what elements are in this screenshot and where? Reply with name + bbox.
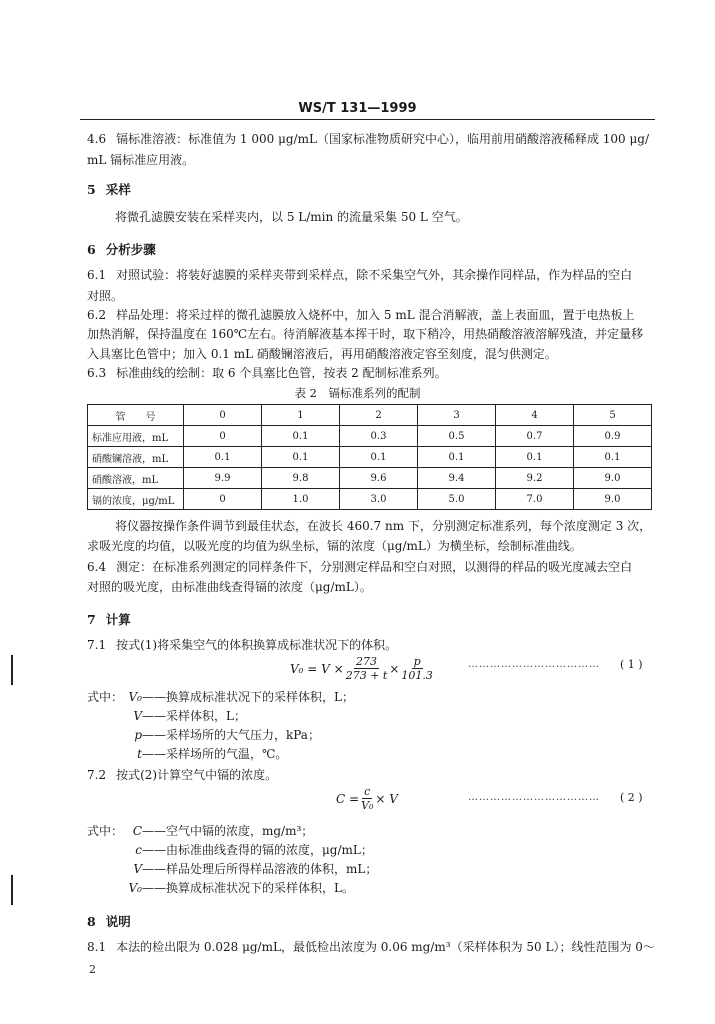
where-description: ——换算成标准状况下的采样体积，L。 [142,881,354,895]
where-description: ——采样场所的大气压力，kPa； [142,728,320,742]
formula-2-number: ( 2 ) [620,791,643,804]
table-cell: 0.1 [262,426,340,447]
where-symbol: p [134,728,142,742]
table-row [88,447,652,468]
para-6-2-line2: 加热消解，保持温度在 160℃左右。待消解液基本挥干时，取下稍冷，用热硝酸溶液溶解残渣，并定量移 [87,327,644,341]
para-6-4-line1: 6.4 测定：在标准系列测定的同样条件下，分别测定样品和空白对照，以测得的样品的吸光度减去空白 [87,560,633,574]
page-header [0,97,715,116]
table-row-label: 硝酸镧溶液，mL [88,447,184,468]
table-cell: 0 [184,426,262,447]
where-description: ——空气中镉的浓度，mg/m³； [142,824,314,838]
formula-1: V₀ = V × $\frac{273}{273 + t}$ × $\frac{p}{101.3}$ [290,655,433,682]
scan-edge-mark [11,655,13,685]
para-4-6-line2: mL 镉标准应用液。 [87,153,195,167]
section-6-heading: 6 分析步骤 [87,242,156,257]
formula-1-fraction-2: $\frac{p}{101.3}$ [401,655,433,682]
section-7-heading: 7 计算 [87,612,131,627]
table-2 [87,404,652,510]
table-row-label: 管 号 [88,405,184,426]
where-item [118,746,354,765]
where-item [118,861,377,880]
para-6-1-line2: 对照。 [87,289,124,303]
table-cell: 0.1 [496,447,574,468]
header-title: WS/T 131—1999 [298,101,417,116]
section-5-heading: 5 采样 [87,182,131,197]
table-cell: 0 [184,489,262,510]
where-1-lead: 式中： [87,690,124,704]
where-description: ——样品处理后所得样品溶液的体积，mL； [142,862,378,876]
table-cell: 0.1 [184,447,262,468]
header-rule [80,119,655,120]
table-cell: 0.7 [496,426,574,447]
where-symbol: V [133,862,142,876]
where-2-lead: 式中： [87,824,124,838]
where-item [118,689,354,708]
table-cell: 0.5 [418,426,496,447]
table-cell: 9.8 [262,468,340,489]
where-item [118,842,377,861]
table-cell: 9.6 [340,468,418,489]
where-description: ——采样场所的气温，℃。 [142,747,288,761]
table-cell: 0 [184,405,262,426]
table-cell: 0.9 [574,426,652,447]
table-cell: 1 [262,405,340,426]
where-list-1 [118,689,354,765]
table-cell: 9.9 [184,468,262,489]
table-cell: 0.1 [340,447,418,468]
formula-2-leader: ……………………………… [468,792,600,803]
page-number: 2 [89,963,96,976]
table-row [88,426,652,447]
table-header-row [88,405,652,426]
table-cell: 7.0 [496,489,574,510]
formula-2: C = $\frac{c}{\text{V₀}}$ × V [336,785,398,812]
table-cell: 3 [418,405,496,426]
formula-1-fraction-1: $\frac{273}{273 + t}$ [345,655,388,682]
where-symbol: t [137,747,142,761]
table-row [88,468,652,489]
table-cell: 0.1 [418,447,496,468]
where-description: ——采样体积，L； [142,709,246,723]
table-cell: 2 [340,405,418,426]
table-row-label: 硝酸溶液，mL [88,468,184,489]
where-item [118,727,354,746]
table-cell: 9.2 [496,468,574,489]
table-cell: 3.0 [340,489,418,510]
table-cell: 5 [574,405,652,426]
para-7-1: 7.1 按式(1)将采集空气的体积换算成标准状况下的体积。 [87,638,398,652]
table-row [88,489,652,510]
formula-1-number: ( 1 ) [620,658,643,671]
table-cell: 9.0 [574,468,652,489]
table-caption: 表 2 镉标准系列的配制 [294,386,421,400]
formula-1-leader: ……………………………… [468,659,600,670]
para-8-1-line1: 8.1 本法的检出限为 0.028 μg/mL，最低检出浓度为 0.06 mg/m³（采样体积为 50 L）；线性范围为 0～ [87,940,655,954]
table-cell: 0.3 [340,426,418,447]
table-cell: 0.1 [574,447,652,468]
where-symbol: V₀ [128,690,142,704]
para-6-2-line1: 6.2 样品处理：将采过样的微孔滤膜放入烧杯中，加入 5 mL 混合消解液，盖上表面皿，置于电热板上 [87,308,635,322]
scan-edge-mark [11,875,13,905]
table-cell: 9.0 [574,489,652,510]
where-symbol: c [135,843,142,857]
section-8-heading: 8 说明 [87,914,131,929]
table-cell: 4 [496,405,574,426]
para-6-1-line1: 6.1 对照试验：将装好滤膜的采样夹带到采样点，除不采集空气外，其余操作同样品，作为样品的空白 [87,268,633,282]
para-5-text: 将微孔滤膜安装在采样夹内，以 5 L/min 的流量采集 50 L 空气。 [115,210,468,224]
where-description: ——由标准曲线查得的镉的浓度，μg/mL； [142,843,373,857]
para-6-3-line1: 6.3 标准曲线的绘制：取 6 个具塞比色管，按表 2 配制标准系列。 [87,366,447,380]
table-row-label: 镉的浓度，μg/mL [88,489,184,510]
where-description: ——换算成标准状况下的采样体积，L； [142,690,354,704]
para-4-6-line1: 4.6 镉标准溶液：标准值为 1 000 μg/mL（国家标准物质研究中心），临用前用硝酸溶液稀释成 100 μg/ [87,132,650,146]
where-symbol: C [132,824,142,838]
table-cell: 1.0 [262,489,340,510]
table-cell: 0.1 [262,447,340,468]
where-item [118,708,354,727]
table-row-label: 标准应用液，mL [88,426,184,447]
para-after-table-line1: 将仪器按操作条件调节到最佳状态，在波长 460.7 nm 下，分别测定标准系列，每个浓度测定 3 次， [115,519,652,533]
para-7-2: 7.2 按式(2)计算空气中镉的浓度。 [87,768,278,782]
formula-2-fraction: $\frac{c}{\text{V₀}}$ [361,785,374,812]
where-list-2 [118,823,377,899]
where-item [118,880,377,899]
where-symbol: V [133,709,142,723]
table-cell: 9.4 [418,468,496,489]
table-cell: 5.0 [418,489,496,510]
para-6-2-line3: 入具塞比色管中；加入 0.1 mL 硝酸镧溶液后，再用硝酸溶液定容至刻度，混匀供测定。 [87,347,557,361]
para-6-4-line2: 对照的吸光度，由标准曲线查得镉的浓度（μg/mL）。 [87,580,372,594]
where-item [118,823,377,842]
para-after-table-line2: 求吸光度的均值，以吸光度的均值为纵坐标，镉的浓度（μg/mL）为横坐标，绘制标准曲线。 [87,539,582,553]
where-symbol: V₀ [128,881,142,895]
